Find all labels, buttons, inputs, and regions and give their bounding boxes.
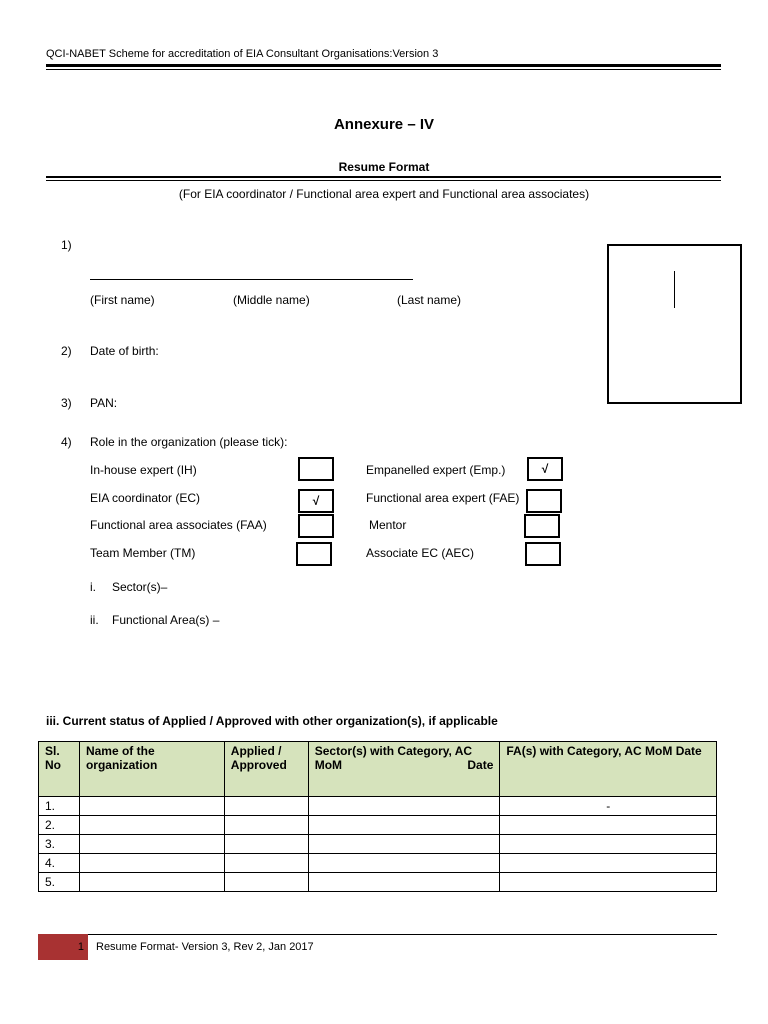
col-header-slno: Sl. No — [39, 742, 80, 797]
header-rule-thin — [46, 69, 721, 70]
cell-status[interactable] — [224, 816, 308, 835]
role-emp-label: Empanelled expert (Emp.) — [366, 463, 506, 477]
item-3-number: 3) — [61, 396, 72, 410]
title-rule-thick — [46, 176, 721, 178]
col-header-fa: FA(s) with Category, AC MoM Date — [500, 742, 717, 797]
sector-label: Sector(s)– — [112, 580, 168, 594]
title-rule-thin — [46, 180, 721, 181]
role-label: Role in the organization (please tick): — [90, 435, 288, 449]
table-row — [39, 854, 717, 873]
cell-fa[interactable] — [500, 873, 717, 892]
role-tm-label: Team Member (TM) — [90, 546, 196, 560]
table-header-row — [39, 742, 717, 797]
page-subtitle: Resume Format — [338, 160, 430, 174]
cell-status[interactable] — [224, 873, 308, 892]
role-mentor-label: Mentor — [369, 518, 407, 532]
cell-fa[interactable] — [500, 854, 717, 873]
footer-text: Resume Format- Version 3, Rev 2, Jan 2017 — [96, 941, 314, 953]
status-table — [38, 741, 717, 892]
role-faa-label: Functional area associates (FAA) — [90, 518, 267, 532]
cell-slno: 3. — [39, 835, 80, 854]
scope-note: (For EIA coordinator / Functional area expert and Functional area associates) — [178, 187, 590, 201]
fa-label: Functional Area(s) – — [112, 613, 220, 627]
cell-org[interactable] — [79, 816, 224, 835]
table-row — [39, 835, 717, 854]
cell-org[interactable] — [79, 835, 224, 854]
dob-label: Date of birth: — [90, 344, 159, 358]
photo-box[interactable] — [607, 244, 742, 404]
cell-fa[interactable] — [500, 835, 717, 854]
cell-org[interactable] — [79, 797, 224, 816]
cell-sector[interactable] — [308, 854, 500, 873]
cell-slno: 2. — [39, 816, 80, 835]
cell-org[interactable] — [79, 873, 224, 892]
table-row — [39, 873, 717, 892]
role-ih-checkbox[interactable] — [298, 457, 334, 481]
status-heading: iii. Current status of Applied / Approved with other organization(s), if applicable — [46, 714, 498, 728]
pan-label: PAN: — [90, 396, 118, 410]
item-2-number: 2) — [61, 344, 72, 358]
sector-number: i. — [90, 580, 96, 594]
cell-slno: 5. — [39, 873, 80, 892]
role-fae-label: Functional area expert (FAE) — [366, 491, 520, 505]
role-ih-label: In-house expert (IH) — [90, 463, 197, 477]
role-fae-checkbox[interactable] — [526, 489, 562, 513]
footer-rule — [88, 934, 717, 935]
role-aec-checkbox[interactable] — [525, 542, 561, 566]
running-header: QCI-NABET Scheme for accreditation of EIA Consultant Organisations:Version 3 — [46, 48, 439, 60]
header-rule-thick — [46, 64, 721, 67]
fa-number: ii. — [90, 613, 99, 627]
cell-org[interactable] — [79, 854, 224, 873]
role-ec-label: EIA coordinator (EC) — [90, 491, 201, 505]
cell-status[interactable] — [224, 797, 308, 816]
table-row — [39, 797, 717, 816]
footer-page-number: 1 — [77, 941, 84, 953]
table-row — [39, 816, 717, 835]
cell-sector[interactable] — [308, 873, 500, 892]
col-header-org: Name of the organization — [79, 742, 224, 797]
col-header-sector: Sector(s) with Category, AC MoM Date — [308, 742, 500, 797]
item-4-number: 4) — [61, 435, 72, 449]
cell-sector[interactable] — [308, 797, 500, 816]
role-aec-label: Associate EC (AEC) — [366, 546, 475, 560]
cell-status[interactable] — [224, 835, 308, 854]
cell-fa[interactable]: - — [500, 797, 717, 816]
item-1-number: 1) — [61, 238, 72, 252]
page-title: Annexure – IV — [333, 116, 435, 133]
cell-slno: 4. — [39, 854, 80, 873]
role-mentor-checkbox[interactable] — [524, 514, 560, 538]
cell-fa[interactable] — [500, 816, 717, 835]
text-cursor — [674, 271, 675, 308]
cell-slno: 1. — [39, 797, 80, 816]
name-underline — [90, 279, 413, 280]
cell-sector[interactable] — [308, 816, 500, 835]
cell-status[interactable] — [224, 854, 308, 873]
role-faa-checkbox[interactable] — [298, 514, 334, 538]
cell-sector[interactable] — [308, 835, 500, 854]
col-header-status: Applied / Approved — [224, 742, 308, 797]
middle-name-label: (Middle name) — [233, 293, 310, 307]
first-name-label: (First name) — [90, 293, 155, 307]
role-tm-checkbox[interactable] — [296, 542, 332, 566]
role-ec-checkbox[interactable]: √ — [298, 489, 334, 513]
role-emp-checkbox[interactable]: √ — [527, 457, 563, 481]
last-name-label: (Last name) — [397, 293, 462, 307]
